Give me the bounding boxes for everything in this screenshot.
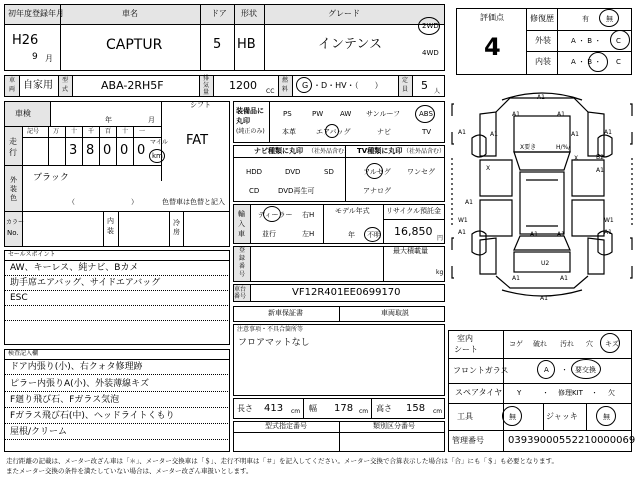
displacement-value: 1200 [229,79,257,92]
model-label-2: 式 [62,86,69,93]
height-unit: cm [433,408,443,415]
km-circle [149,149,165,163]
shift-label: シフト [190,101,211,109]
jack-label: ジャッキ [546,412,578,421]
tools-none: 無 [509,413,516,421]
length-value: 413 [264,403,284,414]
interior-label-2: 装 [107,227,114,235]
equip-navi: ナビ [377,128,391,136]
reg-label-4: 号 [239,271,246,278]
spare-tire-kit: 修理KIT [558,389,583,397]
dmg-h-detail: H/%/ [556,144,571,151]
notice-floor-mat: フロアマットなし [238,338,310,348]
dmg-a1-15: A1 [560,275,568,282]
spare-tire-dot-1: ・ [542,389,549,397]
spare-tire-none: 欠 [608,389,615,397]
mileage-label-1: 走 [9,137,17,146]
sales-point-1: AW、キーレス、純ナビ、Bカメ [10,263,139,273]
recycle-yen: 円 [437,235,444,242]
equip-aw: AW [340,110,352,118]
navi-cd: CD [249,187,260,195]
grade-label: グレード [328,9,360,18]
interior-b-circle [588,52,608,72]
model-value: ABA-2RH5F [101,79,164,92]
model-year-unknown: 不明 [367,231,381,239]
dmg-w1-1: W1 [458,217,468,224]
aircon-label-2: 房 [173,228,180,236]
dmg-a1-4: A1 [512,111,520,118]
mileage-digit-1: 3 [69,143,78,158]
equipment-box [233,101,445,143]
reg-month: 9 [32,52,38,62]
inspection-title: 検査記入欄 [8,350,39,357]
inspection-note-5: 屋根/クリーム [10,427,68,437]
jack-none: 無 [603,413,610,421]
vin-label: 車台番号 [234,286,247,300]
km-unit: km [152,152,163,160]
shape-value: HB [237,37,256,52]
fuel-other: ・D・HV・（ ） [313,81,383,90]
unknown-circle [364,227,381,242]
dmg-a1-13: A1 [604,229,612,236]
drive-4wd: 4WD [422,49,439,57]
class-number-label: 類別区分番号 [373,422,415,430]
doors-value: 5 [213,37,222,52]
fuel-label-2: 料 [282,86,289,93]
mileage-ju: 百 [105,128,112,135]
dmg-x-2: X [486,165,491,172]
dmg-a1-8: A1 [596,167,604,174]
navi-dvd: DVD [285,168,301,176]
exterior-grade-options: A ・ B ・ [571,37,602,45]
navi-sd: SD [324,168,334,176]
drive-2wd: 2WD [422,22,439,30]
sales-points-title: セールスポイント [8,251,56,258]
footer-note-1: 走行距離の記載は、メーター改ざん車は「＊」、メーター交換車は「＄」、走行不明車は「＃」を記入してください。メーター交換で合算表示した場合は「合」にも「＄」も必要となります。 [6,457,558,465]
capacity-label-2: 員 [402,86,409,93]
abs-circle [415,105,435,123]
reg-year: H26 [12,33,39,48]
windshield-replace: 要交換 [575,366,596,374]
mileage-man: 十 [71,128,78,135]
mileage-hyaku: 千 [88,128,95,135]
dmg-a1-1: A1 [537,94,545,101]
mileage-digit-3: 0 [103,143,112,158]
equip-pw: PW [312,110,324,118]
dmg-a1-2: A1 [458,129,466,136]
sales-point-2: 助手席エアバッグ、サイドエアバッグ [10,278,161,288]
seat-label-2: シート [454,345,478,354]
sales-point-3: ESC [10,293,28,303]
drive-2wd-circle [418,17,440,35]
dmg-a1-6: A1 [490,131,498,138]
import-right-hand: 右H [302,211,315,219]
dmg-a1-16: A1 [540,295,548,302]
equip-label-3: (純正のみ) [236,128,265,135]
color-value: ブラック [33,173,69,183]
doors-label: ドア [211,9,227,18]
fuel-label-1: 燃 [282,77,289,84]
interior-grade-label: 内装 [535,57,551,66]
equip-sunroof: サンルーフ [366,110,401,118]
color-note: 色替車は色替と記入 [162,198,225,206]
mileage-digit-2: 8 [86,143,95,158]
type-designation-label: 型式指定番号 [265,422,307,430]
inspection-note-1: ドア内張り(小)、右クォタ修理跡 [10,362,143,372]
import-label-2: 入 [238,220,245,228]
shaken-month: 月 [148,116,155,124]
equip-ps: PS [283,110,292,118]
tools-none-circle [502,406,522,426]
repair-yes: 有 [582,15,589,23]
dealer-circle [263,206,281,222]
width-value: 178 [334,403,354,414]
vehicle-label-1: 車 [9,77,16,84]
model-year-unit: 年 [348,231,355,239]
max-load-label: 最大積載量 [393,247,428,255]
import-parallel: 並行 [262,230,276,238]
score-value: 4 [484,33,501,61]
mile-unit: マイル [150,139,168,146]
width-label: 幅 [309,404,317,413]
reg-label-2: 録 [239,255,246,262]
reg-label-3: 番 [239,263,246,270]
shape-label: 形状 [241,9,257,18]
jack-none-circle [596,406,616,426]
mileage-kisai: 記号 [27,128,40,135]
import-label-1: 輸 [238,210,245,218]
disp-label-1: 排 [203,75,210,82]
dmg-a1-10: A1 [530,231,538,238]
inspection-note-3: F廻り飛び石、Fガラス気泡 [10,395,120,405]
tools-label: 工具 [457,412,473,421]
new-car-cert: 新車保証書 [268,309,303,317]
max-load-unit: kg [436,269,444,276]
mileage-digit-4: 0 [120,143,129,158]
import-left-hand: 左H [302,230,315,238]
equip-tv: TV [422,128,432,136]
mileage-un: 一 [139,128,146,135]
spare-tire-y: Y [517,389,522,397]
tv-type-sub: （社外品含む） [403,148,446,155]
exterior-label-3: 色 [10,194,17,202]
navi-type-sub: （社外品含む） [308,148,351,155]
recycle-fee: 16,850 [394,225,433,238]
model-label-1: 型 [62,77,69,84]
equip-airbag: エアバッグ [316,128,351,136]
repair-history-label: 修復歴 [530,14,554,23]
seat-kizu: キズ [605,340,619,348]
dmg-x-1: X [574,155,579,162]
mileage-label-2: 行 [9,148,17,157]
interior-grade-c: C [616,58,621,66]
color-no-label: No. [7,229,19,237]
color-paren: （ ） [68,198,138,206]
dmg-a1-11: A1 [557,231,565,238]
car-name-value: CAPTUR [106,37,163,53]
import-dealer: ディーラー [258,211,293,219]
vehicle-manual: 車両取説 [381,309,409,317]
width-unit: cm [359,408,369,415]
car-name-label: 車名 [122,9,138,18]
seat-label-1: 室内 [457,334,473,343]
windshield-a: A [544,366,549,374]
windshield-dot: ・ [561,366,568,374]
exterior-grade-c: C [616,37,621,45]
length-label: 長さ [237,404,253,413]
fuel-g-circle [296,77,312,93]
seat-yogore: 汚れ [560,340,574,348]
equip-leather: 本革 [282,128,296,136]
exterior-c-circle [610,30,630,50]
mileage-sen: 万 [53,128,60,135]
equip-label-2: 丸印 [236,117,250,125]
mileage-digit-5: 0 [137,143,146,158]
dmg-a1-5: A1 [557,111,565,118]
color-code-label: カラー [6,219,25,226]
exterior-grade-label: 外装 [535,36,551,45]
tv-type-title: TV種類に丸印 [357,147,403,155]
dmg-a1-14: A1 [512,275,520,282]
dmg-a1-3: A1 [604,129,612,136]
seat-ana: 穴 [586,340,593,348]
reg-label-1: 登 [239,247,246,254]
disp-label-2: 気 [203,82,210,89]
vehicle-label-2: 両 [9,86,16,93]
length-unit: cm [291,408,301,415]
windshield-a-circle [537,360,555,379]
dmg-a1-12: A1 [458,229,466,236]
repair-no: 無 [606,15,613,23]
usage-value: 自家用 [23,80,53,91]
fullseg-circle [366,163,383,179]
tv-analog: アナログ [363,187,391,195]
management-number-value: 03939000552210000069 [508,435,636,446]
cc-unit: CC [266,88,275,95]
spare-tire-dot-2: ・ [591,389,598,397]
footer-note-2: またメーター交換の条件を満たしていない場合は、メーター改ざん車扱いとします。 [6,467,253,475]
interior-grade-options: A ・ B ・ [571,58,602,66]
seat-yabure: 破れ [533,340,547,348]
capacity-value: 5 [421,79,428,92]
seat-koge: コゲ [509,340,523,348]
equip-label-1: 装備品に [236,107,264,115]
windshield-replace-circle [571,359,601,379]
dmg-a1-7: A1 [571,131,579,138]
fuel-g: G [302,81,309,90]
height-value: 158 [406,403,426,414]
dmg-w1-2: W1 [604,217,614,224]
model-year-label: モデル年式 [335,207,370,215]
shaken-label: 車検 [15,109,31,118]
tv-fullseg: フルセグ [363,168,391,176]
first-reg-label: 初年度登録年月 [8,9,64,18]
inspection-note-4: Fガラス飛び石(中)、ヘッドライトくもり [10,411,175,421]
exterior-label-2: 装 [10,185,17,193]
dmg-a1-9: A1 [465,199,473,206]
navi-type-title: ナビ種類に丸印 [254,147,303,155]
windshield-label: フロントガラス [453,366,509,375]
capacity-label-1: 定 [402,77,409,84]
seat-kizu-circle [600,333,620,353]
notice-title: 注意事項・不具合箇所等 [237,326,304,333]
score-label: 評価点 [480,13,504,22]
transmission-value: FAT [186,133,209,148]
management-number-label: 管理番号 [452,436,484,445]
reg-month-unit: 月 [45,54,53,63]
spare-tire-label: スペアタイヤ [455,388,503,397]
exterior-label-1: 外 [10,176,17,184]
disp-label-3: 量 [203,89,210,96]
dmg-x-detail: X要き [520,144,537,151]
car-damage-diagram [450,88,634,320]
dmg-b2: B2 [596,154,604,161]
capacity-unit: 人 [434,88,441,95]
import-label-3: 車 [238,230,245,238]
repair-no-circle [599,9,619,27]
recycle-label: リサイクル預託金 [386,207,442,215]
vin-value: VF12R401EE0699170 [292,287,401,298]
aircon-label-1: 冷 [173,219,180,227]
grade-value: インテンス [318,37,382,52]
airbag-circle [325,124,339,138]
navi-dvd-play: DVD再生可 [278,187,315,195]
shaken-year: 年 [105,116,112,124]
notice-box [233,324,445,396]
tv-oneseg: ワンセグ [407,168,435,176]
navi-hdd: HDD [246,168,263,176]
height-label: 高さ [376,404,392,413]
dmg-u2: U2 [541,260,550,267]
interior-label-1: 内 [107,217,114,225]
inspection-note-2: ピラー内張りA(小)、外装薄線キズ [10,379,150,389]
equip-abs: ABS [419,110,433,118]
mileage-ichi: 十 [122,128,129,135]
